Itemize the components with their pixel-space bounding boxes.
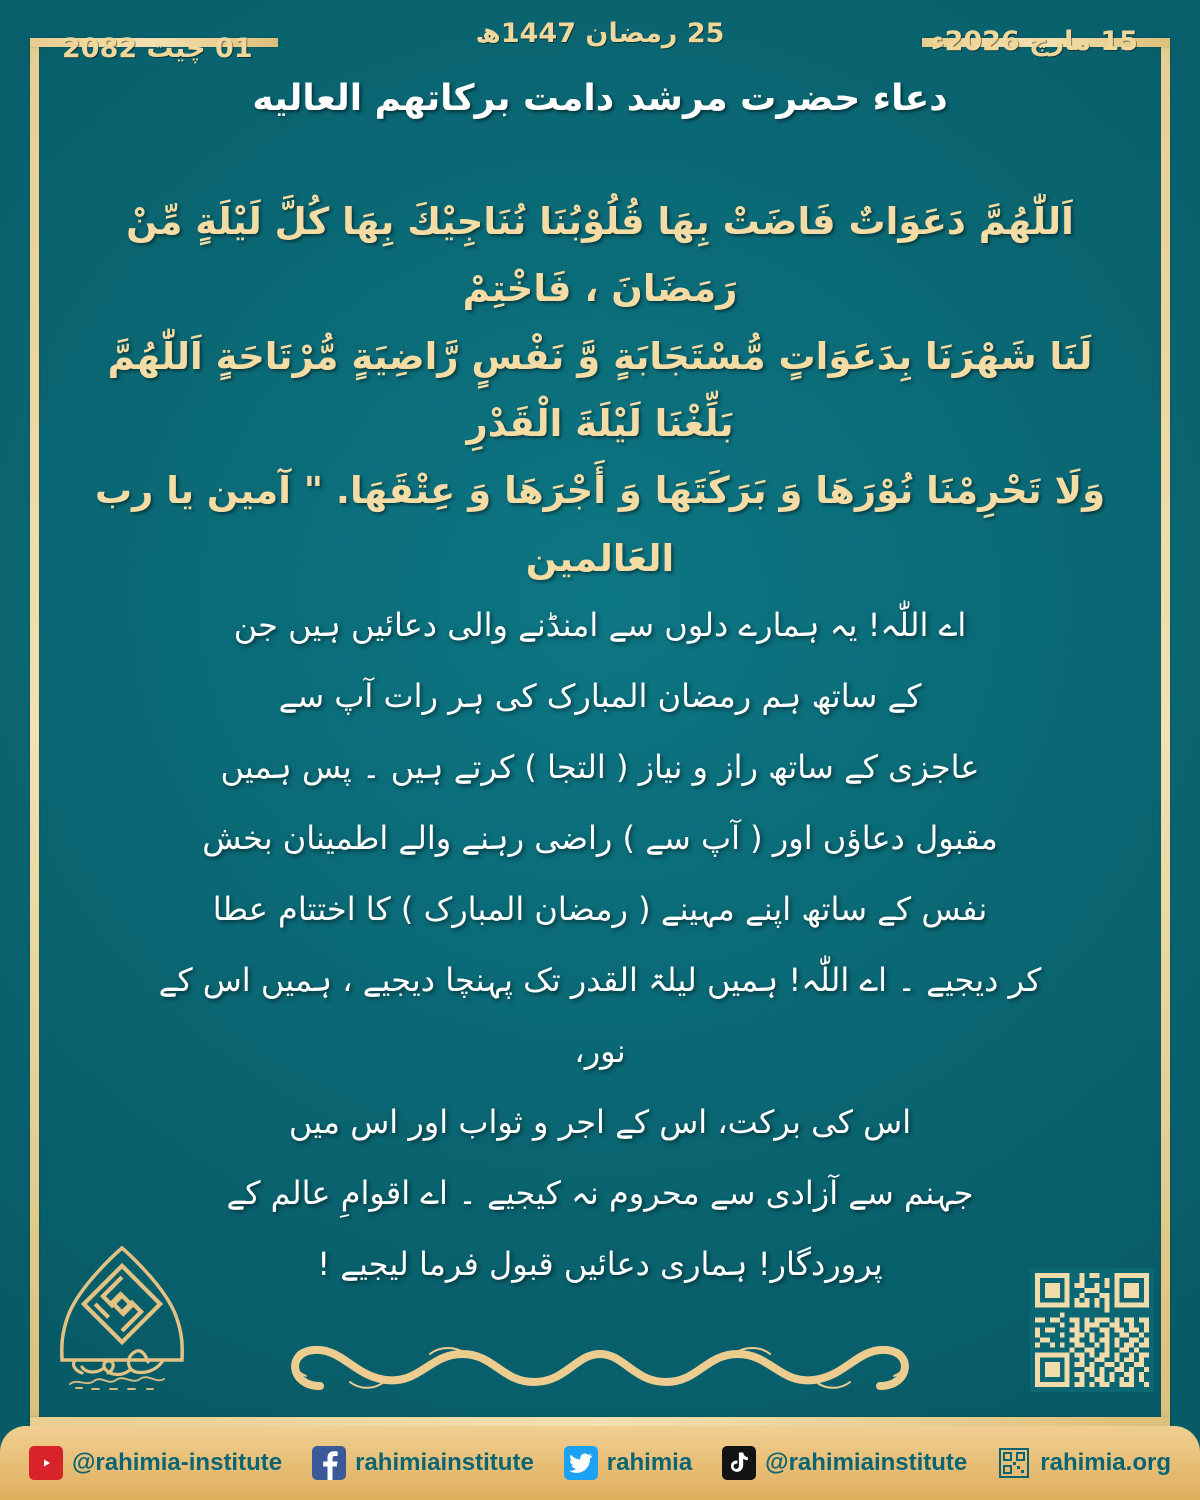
urdu-translation-text: [150, 590, 1050, 1300]
twitter-icon: [564, 1446, 598, 1480]
social-link-youtube[interactable]: [29, 1446, 282, 1480]
urdu-line: جہنم سے آزادی سے محروم نہ کیجیے ۔ اے اقوامِ عالم کے: [226, 1174, 974, 1213]
social-handle: rahimiainstitute: [355, 1449, 534, 1476]
social-link-website[interactable]: [997, 1446, 1171, 1480]
social-footer-bar: [0, 1426, 1200, 1500]
arabic-line: وَلَا تَحْرِمْنَا نُوْرَهَا وَ بَرَكَتَهَا وَ أَجْرَهَا وَ عِتْقَهَا. " آمين يا رب: [94, 469, 1106, 513]
social-link-tiktok[interactable]: [722, 1446, 967, 1480]
social-link-facebook[interactable]: [312, 1446, 534, 1480]
social-handle: @rahimiainstitute: [765, 1449, 968, 1476]
frame-border-right: [1161, 46, 1170, 1426]
frame-border-bottom: [30, 1417, 1170, 1426]
urdu-line: اس کی برکت، اس کے اجر و ثواب اور اس میں: [288, 1103, 912, 1142]
date-nanakshahi: 01 چیت 2082: [62, 33, 253, 64]
urdu-line: عاجزی کے ساتھ راز و نیاز ( التجا ) کرتے ہیں ۔ پس ہمیں: [220, 748, 980, 787]
urdu-line: پروردگار! ہماری دعائیں قبول فرما لیجیے !: [317, 1245, 883, 1284]
social-handle: @rahimia-institute: [72, 1449, 283, 1476]
urdu-line: مقبول دعاؤں اور ( آپ سے ) راضی رہنے والے اطمینان بخش: [202, 819, 998, 858]
social-handle: rahimia: [606, 1449, 693, 1476]
date-gregorian: 15 مارچ 2026ء: [930, 26, 1138, 57]
date-hijri: 25 رمضان 1447ھ: [475, 18, 725, 49]
website-icon: [997, 1446, 1031, 1480]
urdu-line: نفس کے ساتھ اپنے مہینے ( رمضان المبارک ) کا اختتام عطا: [212, 890, 988, 929]
youtube-icon: [29, 1446, 63, 1480]
qr-code[interactable]: [1030, 1268, 1154, 1392]
arabic-line: لَنَا شَهْرَنَا بِدَعَوَاتٍ مُّسْتَجَابَةٍ وَّ نَفْسٍ رَّاضِيَةٍ مُّرْتَاحَةٍ اَللّٰهُمَّ بَلِّغْنَا لَيْلَةَ الْقَدْرِ: [107, 334, 1093, 445]
urdu-line: کے ساتھ ہم رمضان المبارک کی ہر رات آپ سے: [278, 677, 922, 716]
arabic-line: العَالمين: [525, 536, 675, 580]
tiktok-icon: [722, 1446, 756, 1480]
social-link-twitter[interactable]: [564, 1446, 692, 1480]
facebook-icon: [312, 1446, 346, 1480]
arabic-dua-text: [78, 188, 1122, 592]
arabic-line: اَللّٰهُمَّ دَعَوَاتٌ فَاضَتْ بِهَا قُلُوْبُنَا نُنَاجِيْكَ بِهَا كُلَّ لَيْلَةٍ مِّنْ رَمَضَانَ ، فَاخْتِمْ: [126, 200, 1074, 311]
social-handle: rahimia.org: [1040, 1449, 1171, 1476]
ornament-flourish: [280, 1324, 920, 1410]
frame-border-left: [30, 46, 39, 1426]
rahimia-logo: [52, 1242, 192, 1392]
urdu-line: کر دیجیے ۔ اے اللّٰہ! ہمیں لیلۃ القدر تک پہنچا دیجیے ، ہمیں اس کے نور،: [158, 961, 1042, 1071]
urdu-line: اے اللّٰہ! یہ ہمارے دلوں سے امنڈنے والی دعائیں ہیں جن: [233, 606, 967, 644]
page-title: دعاء حضرت مرشد دامت بركاتهم العاليه: [252, 78, 948, 119]
